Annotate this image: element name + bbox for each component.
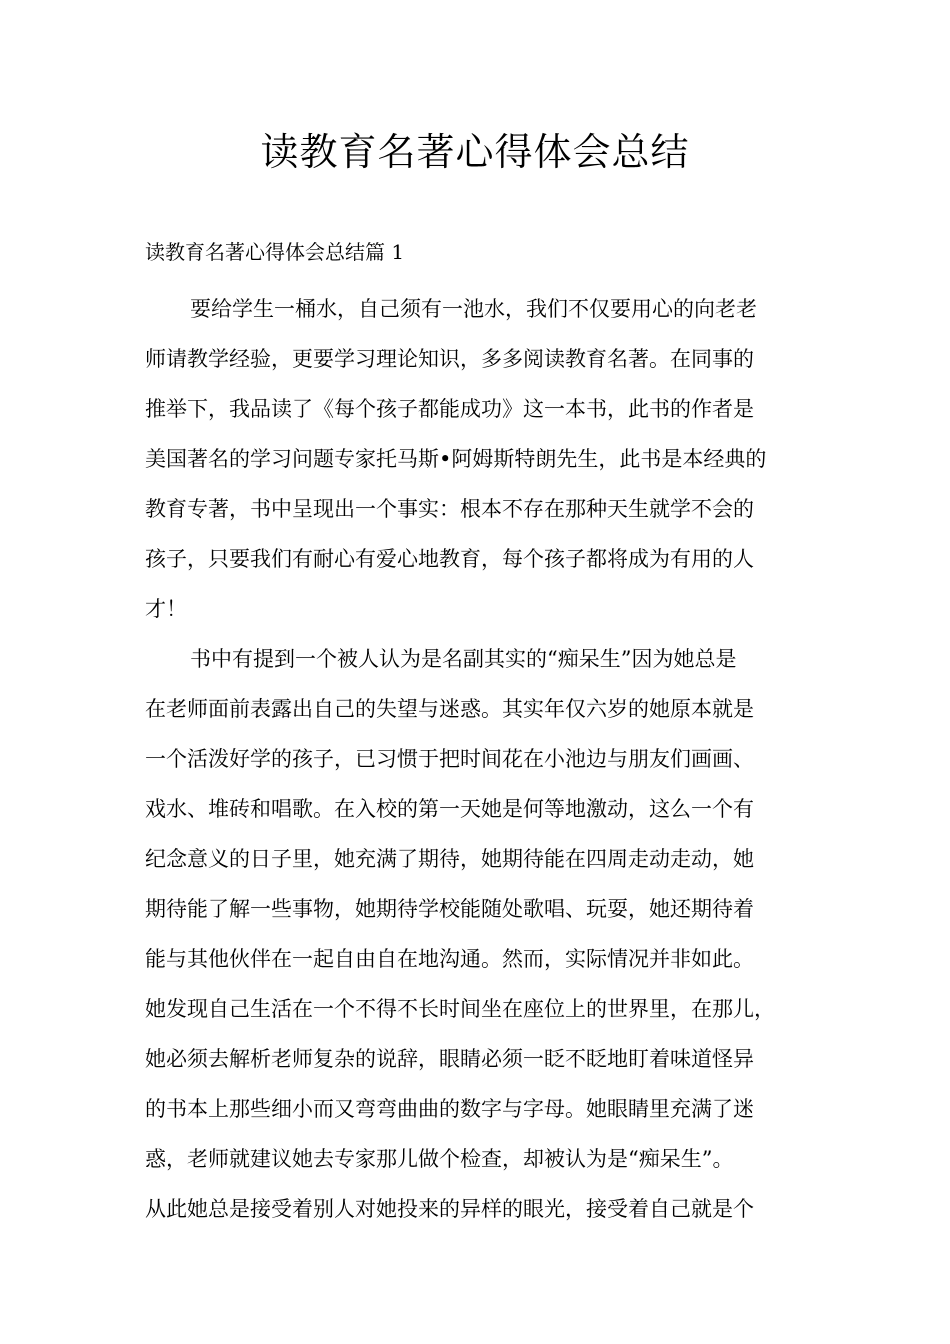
paragraph-1-line-2: 师请教学经验，更要学习理论知识，多多阅读教育名著。在同事的 [145, 347, 754, 371]
paragraph-2-line-4: 戏水、堆砖和唱歌。在入校的第一天她是何等地激动，这么一个有 [145, 797, 754, 821]
paragraph-1-line-7: 才！ [145, 597, 187, 621]
paragraph-2-line-3: 一个活泼好学的孩子，已习惯于把时间花在小池边与朋友们画画、 [145, 747, 754, 771]
paragraph-2-line-6: 期待能了解一些事物，她期待学校能随处歌唱、玩耍，她还期待着 [145, 897, 754, 921]
paragraph-2-line-10: 的书本上那些细小而又弯弯曲曲的数字与字母。她眼睛里充满了迷 [145, 1097, 754, 1121]
paragraph-2-line-9: 她必须去解析老师复杂的说辞，眼睛必须一眨不眨地盯着味道怪异 [145, 1047, 754, 1071]
paragraph-1-line-1: 要给学生一桶水，自己须有一池水，我们不仅要用心的向老老 [190, 297, 757, 321]
paragraph-2-line-5: 纪念意义的日子里，她充满了期待，她期待能在四周走动走动，她 [145, 847, 754, 871]
section-heading: 读教育名著心得体会总结篇 1 [145, 240, 405, 264]
paragraph-2-line-2: 在老师面前表露出自己的失望与迷惑。其实年仅六岁的她原本就是 [145, 697, 754, 721]
paragraph-2-line-1: 书中有提到一个被人认为是名副其实的“痴呆生”因为她总是 [190, 647, 737, 671]
paragraph-1-line-4: 美国著名的学习问题专家托马斯•阿姆斯特朗先生，此书是本经典的 [145, 447, 767, 471]
paragraph-2-line-11: 惑，老师就建议她去专家那儿做个检查，却被认为是“痴呆生”。 [145, 1147, 734, 1171]
paragraph-1-line-6: 孩子，只要我们有耐心有爱心地教育，每个孩子都将成为有用的人 [145, 547, 754, 571]
document-title: 读教育名著心得体会总结 [260, 130, 690, 174]
paragraph-1-line-5: 教育专著，书中呈现出一个事实：根本不存在那种天生就学不会的 [145, 497, 754, 521]
paragraph-2-line-12: 从此她总是接受着别人对她投来的异样的眼光，接受着自己就是个 [145, 1197, 754, 1221]
paragraph-2-line-8: 她发现自己生活在一个不得不长时间坐在座位上的世界里，在那儿， [145, 997, 775, 1021]
paragraph-2-line-7: 能与其他伙伴在一起自由自在地沟通。然而，实际情况并非如此。 [145, 947, 754, 971]
paragraph-1-line-3: 推举下，我品读了《每个孩子都能成功》这一本书，此书的作者是 [145, 397, 754, 421]
document-body [145, 284, 810, 1234]
